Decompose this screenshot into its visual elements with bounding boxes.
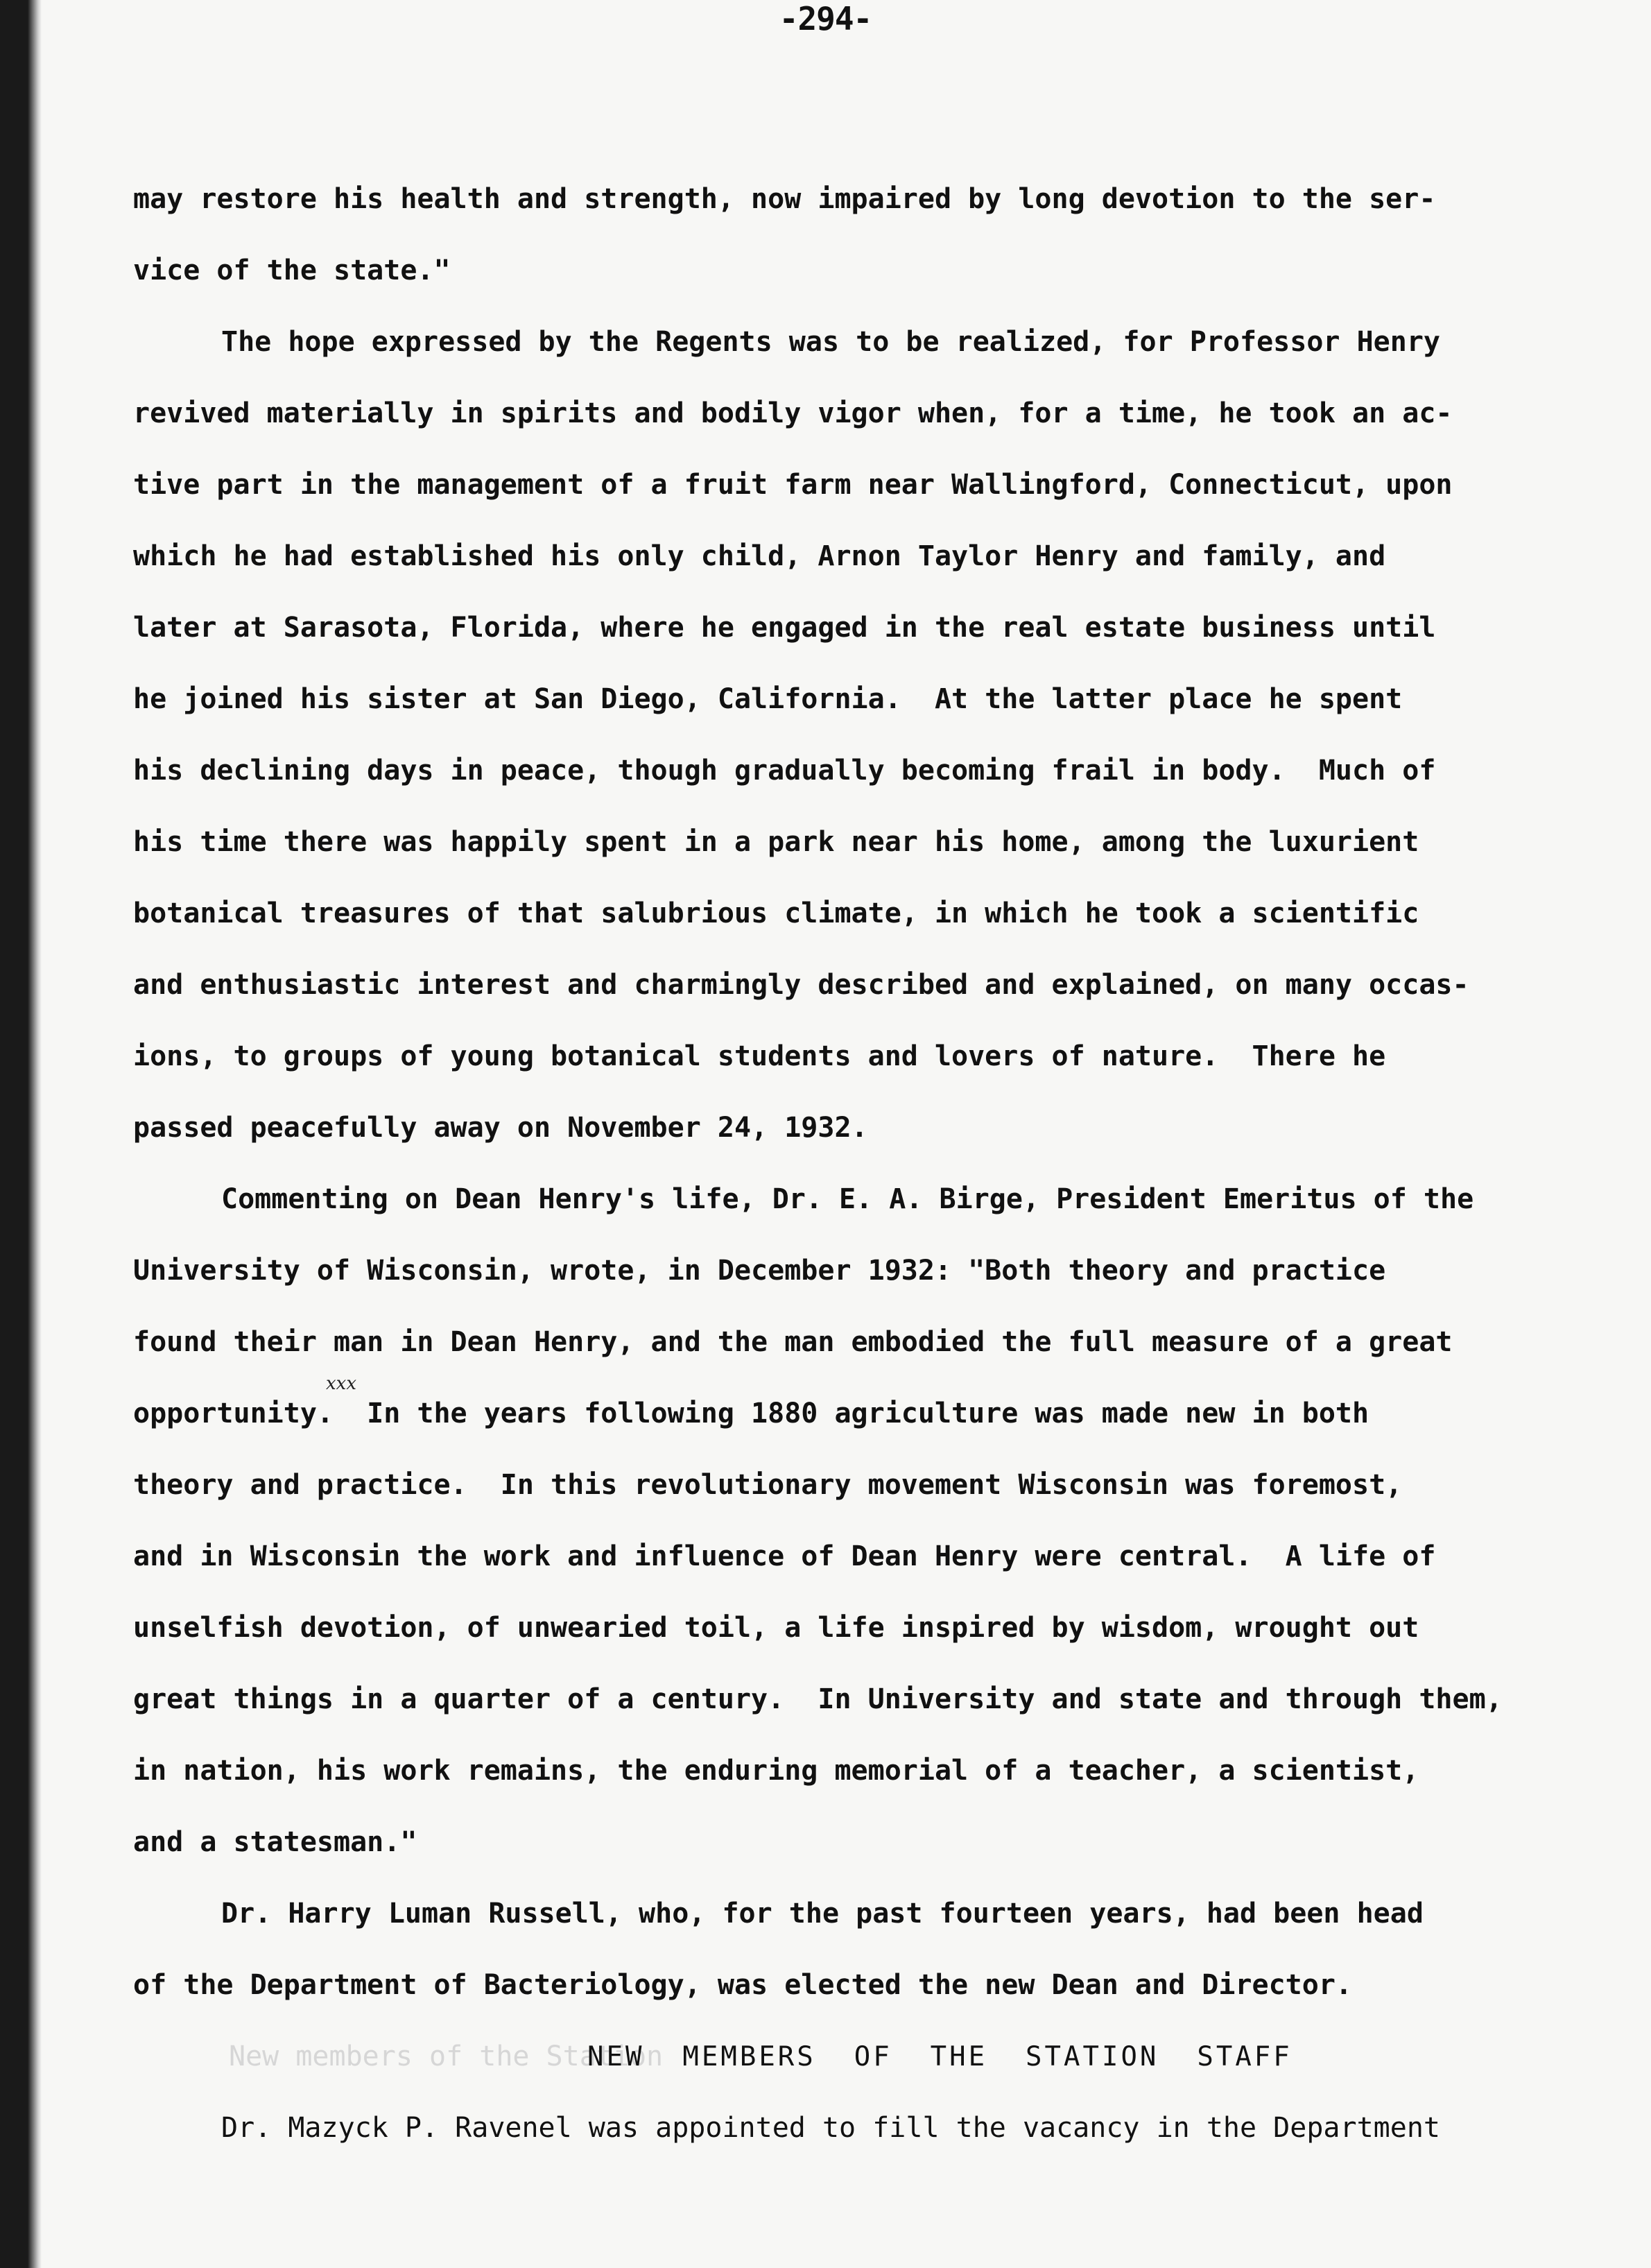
section-first-line: Dr. Mazyck P. Ravenel was appointed to fill the vacancy in the Department xyxy=(221,2112,1440,2144)
text-line: ions, to groups of young botanical students and lovers of nature. There he xyxy=(133,1040,1386,1072)
text-line: found their man in Dean Henry, and the man embodied the full measure of a great xyxy=(133,1326,1453,1358)
text-line: revived materially in spirits and bodily vigor when, for a time, he took an ac- xyxy=(133,397,1453,429)
text-line: and in Wisconsin the work and influence of Dean Henry were central. A life of xyxy=(133,1540,1436,1572)
text-line: of the Department of Bacteriology, was elected the new Dean and Director. xyxy=(133,1969,1352,2001)
section-heading-line xyxy=(133,2021,1520,2093)
text-line: unselfish devotion, of unwearied toil, a life inspired by wisdom, wrought out xyxy=(133,1612,1419,1644)
text-line: botanical treasures of that salubrious climate, in which he took a scientific xyxy=(133,897,1419,929)
text-line: great things in a quarter of a century. In University and state and through them, xyxy=(133,1683,1503,1715)
erased-text: New members of the Station xyxy=(229,2041,664,2072)
text-line: his time there was happily spent in a park near his home, among the luxurient xyxy=(133,826,1419,858)
text-line: and a statesman." xyxy=(133,1826,417,1858)
text-line: which he had established his only child, Arnon Taylor Henry and family, and xyxy=(133,540,1386,572)
handwritten-margin-mark: xxx xyxy=(326,1373,356,1394)
text-line: he joined his sister at San Diego, California. At the latter place he spent xyxy=(133,683,1403,715)
text-line: Commenting on Dean Henry's life, Dr. E. A. Birge, President Emeritus of the xyxy=(221,1183,1474,1215)
page-number: -294- xyxy=(779,0,872,37)
text-line: theory and practice. In this revolutionary movement Wisconsin was foremost, xyxy=(133,1469,1403,1501)
scan-left-edge xyxy=(0,0,42,2268)
text-line: later at Sarasota, Florida, where he engaged in the real estate business until xyxy=(133,612,1436,644)
page-body xyxy=(133,164,1520,2164)
text-line: opportunity. In the years following 1880 agriculture was made new in both xyxy=(133,1398,1369,1429)
text-line: and enthusiastic interest and charmingly described and explained, on many occas- xyxy=(133,969,1469,1001)
text-line: The hope expressed by the Regents was to be realized, for Professor Henry xyxy=(221,326,1440,358)
text-line: may restore his health and strength, now impaired by long devotion to the ser- xyxy=(133,183,1436,215)
text-line: his declining days in peace, though gradually becoming frail in body. Much of xyxy=(133,755,1436,787)
text-line: tive part in the management of a fruit farm near Wallingford, Connecticut, upon xyxy=(133,469,1453,501)
text-line: passed peacefully away on November 24, 1932. xyxy=(133,1112,868,1144)
text-line: vice of the state." xyxy=(133,255,451,286)
text-line: Dr. Harry Luman Russell, who, for the past fourteen years, had been head xyxy=(221,1898,1424,1930)
section-heading: NEW MEMBERS OF THE STATION STAFF xyxy=(587,2041,1293,2072)
text-line: University of Wisconsin, wrote, in December 1932: "Both theory and practice xyxy=(133,1255,1386,1287)
text-line: in nation, his work remains, the enduring memorial of a teacher, a scientist, xyxy=(133,1755,1419,1787)
